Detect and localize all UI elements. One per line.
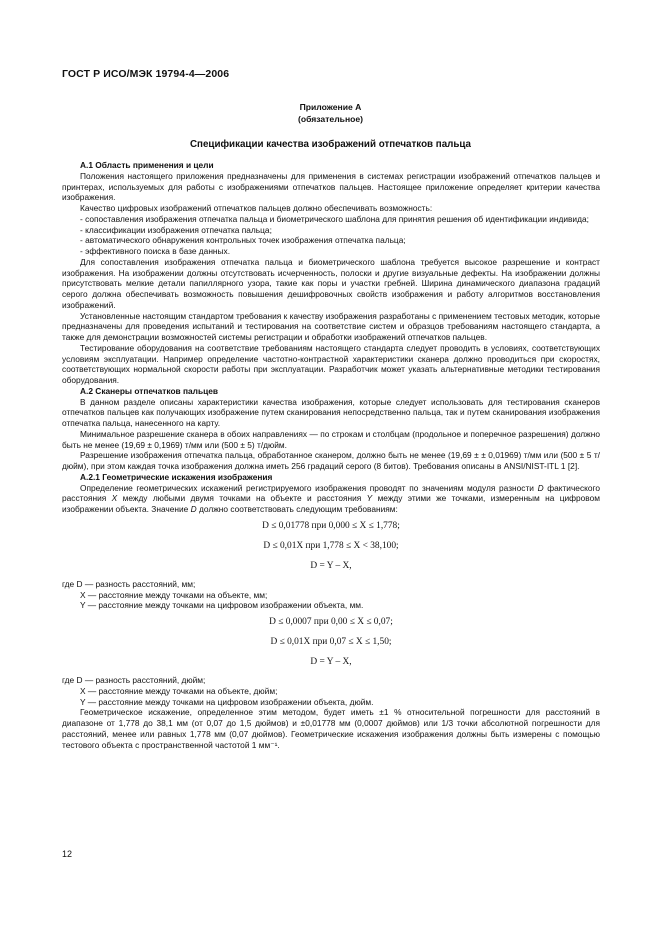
list-item: - эффективного поиска в базе данных. <box>80 246 231 256</box>
list-item: - сопоставления изображения отпечатка пальца и биометрического шаблона для принятия решения об идентификации индивида; <box>80 213 589 224</box>
paragraph: Геометрическое искажение, определенное этим методом, будет иметь ±1 % относительной погрешности для расстояний в диапазоне от 1,778 до 38,1 мм (от 0,07 до 1,5 дюймов) и ±0,01778 мм (0,0007 дюймов) или 1/3 точки абсолютной погрешности для расстояний, менее или равных 1,778 мм (0,07 дюймов). Геометрические искажения изображения должны быть измерены с помощью тестового объекта с пространственной частотой 1 мм⁻¹. <box>62 707 600 750</box>
standard-code: ГОСТ Р ИСО/МЭК 19794-4—2006 <box>62 68 230 80</box>
page-number: 12 <box>62 849 73 859</box>
paragraph: Для сопоставления изображения отпечатка пальца и биометрического шаблона требуется высокое разрешение и контраст изображения. На изображении должны отсутствовать исчерченность, полоски и другие визуальные дефекты. На изображении должны присутствовать мелкие детали папиллярного узора, такие как поры и участки гребней. Ширина динамического диапазона градаций серого должна обеспечивать возможность повышения дешифровочных свойств изображения и работу алгоритмов восстановления изображений. <box>62 256 600 310</box>
definition: X — расстояние между точками на объекте, дюйм; <box>80 685 278 696</box>
paragraph: Установленные настоящим стандартом требования к качеству изображения разработаны с применением тестовых методик, которые предназначены для проведения испытаний и тестирования на соответствие систем и образцов требованиям настоящего стандарта, а также для демонстрации возможностей системы регистрации и обработки изображений отпечатков пальцев. <box>62 310 600 342</box>
section-heading-a21: А.2.1 Геометрические искажения изображения <box>80 471 273 482</box>
formula: D ≤ 0,01X при 1,778 ≤ X < 38,100; <box>263 540 399 551</box>
appendix-status: (обязательное) <box>297 114 364 124</box>
paragraph: Разрешение изображения отпечатка пальца, обработанное сканером, должно быть не менее (19,69 ± ± 0,01969) т/мм или (500 ± 5 т/дюйм), при этом каждая точка изображения должна иметь 256 градаций серого (8 битов). Требования описаны в ANSI/NIST-ITL 1 [2]. <box>62 450 600 471</box>
definition: где D — разность расстояний, дюйм; <box>62 675 206 685</box>
definition: где D — разность расстояний, мм; <box>62 578 196 589</box>
document-title: Спецификации качества изображений отпечатков пальца <box>189 139 471 150</box>
paragraph: Определение геометрических искажений регистрируемого изображения проводят по значениям модуля разности D фактического расстояния X между любыми двумя точками на объекте и расстояния Y между этими же точками, измеренным на цифровом изображении объекта. Значение D должно соответствовать следующим требованиям: <box>62 482 601 514</box>
document-body <box>62 160 600 750</box>
paragraph: Положения настоящего приложения предназначены для применения в системах регистрации изображений отпечатков пальцев и принтерах, используемых для работы с изображениями отпечатков пальцев. Настоящее приложение определяет критерии качества изображения. <box>62 170 600 203</box>
list-item: - автоматического обнаружения контрольных точек изображения отпечатка пальца; <box>80 235 406 246</box>
list-item: - классификации изображения отпечатка пальца; <box>80 224 272 235</box>
definition: X — расстояние между точками на объекте, мм; <box>80 589 268 600</box>
formula: D = Y – X, <box>310 560 352 571</box>
definition: Y — расстояние между точками на цифровом изображении объекта, мм. <box>80 600 364 611</box>
formula: D ≤ 0,0007 при 0,00 ≤ X ≤ 0,07; <box>269 617 393 627</box>
paragraph: В данном разделе описаны характеристики качества изображения, которые следует использовать для тестирования сканеров отпечатков пальцев как получающих изображение путем сканирования непосредственно пальца, так и путем сканирования изображения отпечатка пальца, нанесенного на карту. <box>62 396 600 428</box>
section-heading-a1: А.1 Область применения и цели <box>80 160 214 170</box>
paragraph: Качество цифровых изображений отпечатков пальцев должно обеспечивать возможность: <box>80 203 433 213</box>
formula: D ≤ 0,01778 при 0,000 ≤ X ≤ 1,778; <box>262 520 400 531</box>
section-heading-a2: А.2 Сканеры отпечатков пальцев <box>80 385 219 396</box>
definition: Y — расстояние между точками на цифровом изображении объекта, дюйм. <box>80 696 374 707</box>
formula: D ≤ 0,01X при 0,07 ≤ X ≤ 1,50; <box>270 637 392 647</box>
paragraph: Тестирование оборудования на соответствие требованиям настоящего стандарта следует проводить в условиях, соответствующих условиям эксплуатации. Например определение частотно-контрастной характеристики сканера должно проводиться при скоростях, соответствующих нормальной скорости работы при эксплуатации. Разработчик может указать альтернативные методики тестирования оборудования. <box>62 342 600 385</box>
paragraph: Минимальное разрешение сканера в обоих направлениях — по строкам и столбцам (продольное и поперечное разрешения) должно быть не менее (19,69 ± 0,1969) т/мм или (500 ± 5) т/дюйм. <box>62 428 600 450</box>
appendix-label: Приложение А <box>299 102 362 112</box>
formula: D = Y – X, <box>310 657 352 667</box>
